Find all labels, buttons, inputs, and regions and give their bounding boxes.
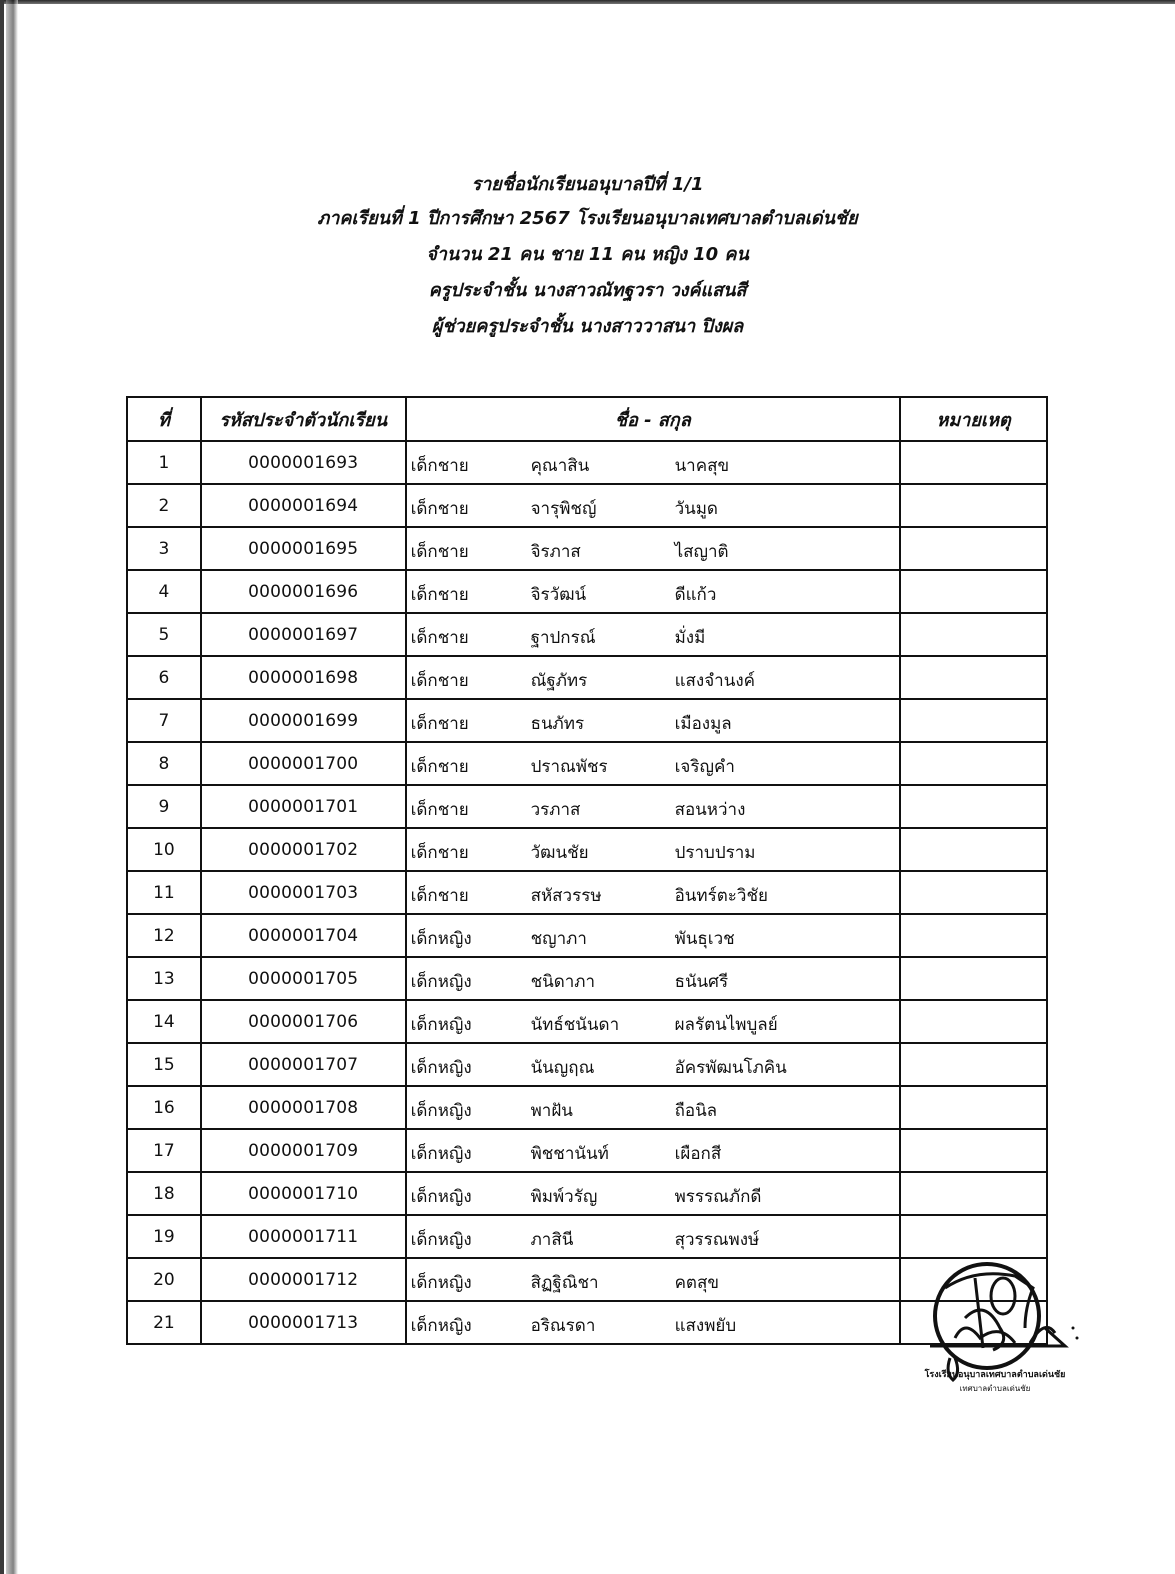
student-first-name: ภาสินี xyxy=(530,1230,574,1250)
student-title: เด็กชาย xyxy=(410,757,469,777)
student-title: เด็กหญิง xyxy=(410,1015,472,1035)
table-body xyxy=(127,441,1047,1344)
student-id: 0000001702 xyxy=(201,828,406,871)
student-id: 0000001701 xyxy=(201,785,406,828)
student-first-name: วรภาส xyxy=(530,800,581,820)
student-note xyxy=(900,527,1047,570)
table-row xyxy=(127,1172,1047,1215)
table-row xyxy=(127,613,1047,656)
student-title: เด็กชาย xyxy=(410,542,469,562)
student-name-cell xyxy=(406,1301,901,1344)
student-name-cell xyxy=(406,1258,901,1301)
student-id: 0000001700 xyxy=(201,742,406,785)
student-last-name: พรรรณภักดี xyxy=(674,1187,762,1207)
student-first-name: สิฏฐิณิชา xyxy=(530,1273,599,1293)
student-id: 0000001697 xyxy=(201,613,406,656)
table-row xyxy=(127,1129,1047,1172)
student-title: เด็กชาย xyxy=(410,800,469,820)
table-row xyxy=(127,441,1047,484)
table-row xyxy=(127,656,1047,699)
row-number: 9 xyxy=(127,785,201,828)
student-last-name: พันธุเวช xyxy=(674,929,735,949)
student-first-name: จิรภาส xyxy=(530,542,581,562)
assistant-line: ผู้ช่วยครูประจำชั้น นางสาววาสนา ปิงผล xyxy=(431,316,744,337)
student-name-cell xyxy=(406,1172,901,1215)
student-title: เด็กหญิง xyxy=(410,1144,472,1164)
row-number: 1 xyxy=(127,441,201,484)
student-note xyxy=(900,914,1047,957)
stamp-line-2: เทศบาลตำบลเด่นชัย xyxy=(959,1384,1031,1393)
student-last-name: มั่งมี xyxy=(674,628,706,648)
student-id: 0000001703 xyxy=(201,871,406,914)
row-number: 17 xyxy=(127,1129,201,1172)
student-last-name: เมืองมูล xyxy=(674,714,732,734)
table-row xyxy=(127,828,1047,871)
student-last-name: ธนันศรี xyxy=(674,972,729,992)
table-row xyxy=(127,1000,1047,1043)
student-name-cell xyxy=(406,1086,901,1129)
student-id: 0000001706 xyxy=(201,1000,406,1043)
row-number: 12 xyxy=(127,914,201,957)
student-name-cell xyxy=(406,527,901,570)
table-row xyxy=(127,914,1047,957)
student-title: เด็กชาย xyxy=(410,843,469,863)
student-note xyxy=(900,570,1047,613)
student-first-name: จารุพิชญ์ xyxy=(530,499,597,519)
student-title: เด็กหญิง xyxy=(410,1058,472,1078)
header-note: หมายเหตุ xyxy=(900,397,1047,441)
student-name-cell xyxy=(406,785,901,828)
row-number: 20 xyxy=(127,1258,201,1301)
student-id: 0000001710 xyxy=(201,1172,406,1215)
student-name-cell xyxy=(406,914,901,957)
student-first-name: อริณรดา xyxy=(530,1316,596,1336)
student-first-name: ธนภัทร xyxy=(530,714,585,734)
student-name-cell xyxy=(406,441,901,484)
student-title: เด็กหญิง xyxy=(410,1101,472,1121)
student-last-name: ดีแก้ว xyxy=(674,585,717,605)
header-student-id: รหัสประจำตัวนักเรียน xyxy=(201,397,406,441)
student-id: 0000001696 xyxy=(201,570,406,613)
student-id: 0000001693 xyxy=(201,441,406,484)
student-last-name: นาคสุข xyxy=(674,456,730,476)
stamp-caption xyxy=(885,1368,1105,1396)
student-first-name: ปราณพัชร xyxy=(530,757,608,777)
student-last-name: เจริญคำ xyxy=(674,757,735,777)
student-last-name: อินทร์ตะวิชัย xyxy=(674,886,768,906)
term-line: ภาคเรียนที่ 1 ปีการศึกษา 2567 โรงเรียนอนุบาลเทศบาลตำบลเด่นชัย xyxy=(317,208,858,229)
row-number: 15 xyxy=(127,1043,201,1086)
row-number: 4 xyxy=(127,570,201,613)
table-row xyxy=(127,699,1047,742)
student-last-name: ผลรัตนไพบูลย์ xyxy=(674,1015,778,1035)
student-last-name: เผือกสี xyxy=(674,1144,722,1164)
table-row xyxy=(127,742,1047,785)
table-header-row xyxy=(127,397,1047,441)
scan-edge-top xyxy=(0,0,1175,4)
student-first-name: ฐาปกรณ์ xyxy=(530,628,596,648)
student-id: 0000001707 xyxy=(201,1043,406,1086)
student-last-name: วันมูด xyxy=(674,499,718,519)
student-name-cell xyxy=(406,656,901,699)
student-first-name: จิรวัฒน์ xyxy=(530,585,587,605)
student-title: เด็กชาย xyxy=(410,886,469,906)
student-note xyxy=(900,699,1047,742)
student-first-name: พิชชานันท์ xyxy=(530,1144,609,1164)
student-last-name: สอนหว่าง xyxy=(674,800,746,820)
student-id: 0000001694 xyxy=(201,484,406,527)
document-header xyxy=(0,175,1175,353)
student-name-cell xyxy=(406,871,901,914)
student-note xyxy=(900,1215,1047,1258)
student-id: 0000001708 xyxy=(201,1086,406,1129)
table-row xyxy=(127,1043,1047,1086)
student-title: เด็กชาย xyxy=(410,499,469,519)
student-first-name: พาฝัน xyxy=(530,1101,573,1121)
student-first-name: พิมพ์วรัญ xyxy=(530,1187,598,1207)
student-first-name: นัทธ์ชนันดา xyxy=(530,1015,620,1035)
student-note xyxy=(900,957,1047,1000)
row-number: 21 xyxy=(127,1301,201,1344)
student-first-name: คุณาสิน xyxy=(530,456,590,476)
student-name-cell xyxy=(406,742,901,785)
student-title: เด็กชาย xyxy=(410,671,469,691)
document-title: รายชื่อนักเรียนอนุบาลปีที่ 1/1 xyxy=(471,174,704,195)
student-id: 0000001713 xyxy=(201,1301,406,1344)
student-name-cell xyxy=(406,699,901,742)
student-last-name: สุวรรณพงษ์ xyxy=(674,1230,760,1250)
teacher-line: ครูประจำชั้น นางสาวณัทฐวรา วงค์แสนสี xyxy=(428,280,747,301)
student-note xyxy=(900,742,1047,785)
student-note xyxy=(900,871,1047,914)
student-note xyxy=(900,1129,1047,1172)
row-number: 2 xyxy=(127,484,201,527)
stamp-line-1: โรงเรียนอนุบาลเทศบาลตำบลเด่นชัย xyxy=(924,1370,1066,1380)
student-id: 0000001711 xyxy=(201,1215,406,1258)
student-id: 0000001705 xyxy=(201,957,406,1000)
table-row xyxy=(127,957,1047,1000)
table-row xyxy=(127,570,1047,613)
student-last-name: ถือนิล xyxy=(674,1101,718,1121)
row-number: 7 xyxy=(127,699,201,742)
student-id: 0000001699 xyxy=(201,699,406,742)
header-name: ชื่อ - สกุล xyxy=(406,397,901,441)
student-title: เด็กชาย xyxy=(410,456,469,476)
row-number: 10 xyxy=(127,828,201,871)
student-id: 0000001709 xyxy=(201,1129,406,1172)
student-last-name: ปราบปราม xyxy=(674,843,756,863)
student-name-cell xyxy=(406,957,901,1000)
student-first-name: ชญาภา xyxy=(530,929,587,949)
student-title: เด็กชาย xyxy=(410,585,469,605)
student-last-name: คตสุข xyxy=(674,1273,719,1293)
student-last-name: อัครพัฒนโภคิน xyxy=(674,1058,787,1078)
student-first-name: นันญฤณ xyxy=(530,1058,595,1078)
student-first-name: สหัสวรรษ xyxy=(530,886,602,906)
row-number: 8 xyxy=(127,742,201,785)
student-name-cell xyxy=(406,1215,901,1258)
table-row xyxy=(127,1215,1047,1258)
student-note xyxy=(900,484,1047,527)
student-note xyxy=(900,828,1047,871)
student-name-cell xyxy=(406,484,901,527)
table-row xyxy=(127,484,1047,527)
row-number: 5 xyxy=(127,613,201,656)
student-note xyxy=(900,1172,1047,1215)
student-note xyxy=(900,613,1047,656)
student-title: เด็กชาย xyxy=(410,628,469,648)
row-number: 13 xyxy=(127,957,201,1000)
row-number: 6 xyxy=(127,656,201,699)
student-id: 0000001698 xyxy=(201,656,406,699)
student-title: เด็กหญิง xyxy=(410,972,472,992)
student-last-name: แสงพยับ xyxy=(674,1316,737,1336)
student-title: เด็กหญิง xyxy=(410,1273,472,1293)
student-note xyxy=(900,1086,1047,1129)
student-name-cell xyxy=(406,828,901,871)
row-number: 3 xyxy=(127,527,201,570)
row-number: 19 xyxy=(127,1215,201,1258)
header-no: ที่ xyxy=(127,397,201,441)
student-note xyxy=(900,656,1047,699)
student-first-name: วัฒนชัย xyxy=(530,843,589,863)
student-name-cell xyxy=(406,1129,901,1172)
table-row xyxy=(127,1086,1047,1129)
row-number: 11 xyxy=(127,871,201,914)
table-row xyxy=(127,871,1047,914)
student-id: 0000001704 xyxy=(201,914,406,957)
row-number: 16 xyxy=(127,1086,201,1129)
table-row xyxy=(127,785,1047,828)
student-name-cell xyxy=(406,570,901,613)
student-note xyxy=(900,1043,1047,1086)
row-number: 18 xyxy=(127,1172,201,1215)
student-name-cell xyxy=(406,1043,901,1086)
student-name-cell xyxy=(406,613,901,656)
student-first-name: ณัฐภัทร xyxy=(530,671,588,691)
student-note xyxy=(900,785,1047,828)
student-first-name: ชนิดาภา xyxy=(530,972,596,992)
student-title: เด็กหญิง xyxy=(410,1187,472,1207)
row-number: 14 xyxy=(127,1000,201,1043)
student-title: เด็กหญิง xyxy=(410,1316,472,1336)
student-title: เด็กหญิง xyxy=(410,929,472,949)
count-line: จำนวน 21 คน ชาย 11 คน หญิง 10 คน xyxy=(426,244,749,265)
student-last-name: แสงจำนงค์ xyxy=(674,671,755,691)
student-roster-table xyxy=(126,396,1048,1345)
student-last-name: ไสญาติ xyxy=(674,542,729,562)
student-title: เด็กหญิง xyxy=(410,1230,472,1250)
student-title: เด็กชาย xyxy=(410,714,469,734)
student-id: 0000001695 xyxy=(201,527,406,570)
student-note xyxy=(900,441,1047,484)
table-row xyxy=(127,527,1047,570)
student-id: 0000001712 xyxy=(201,1258,406,1301)
student-note xyxy=(900,1000,1047,1043)
student-name-cell xyxy=(406,1000,901,1043)
